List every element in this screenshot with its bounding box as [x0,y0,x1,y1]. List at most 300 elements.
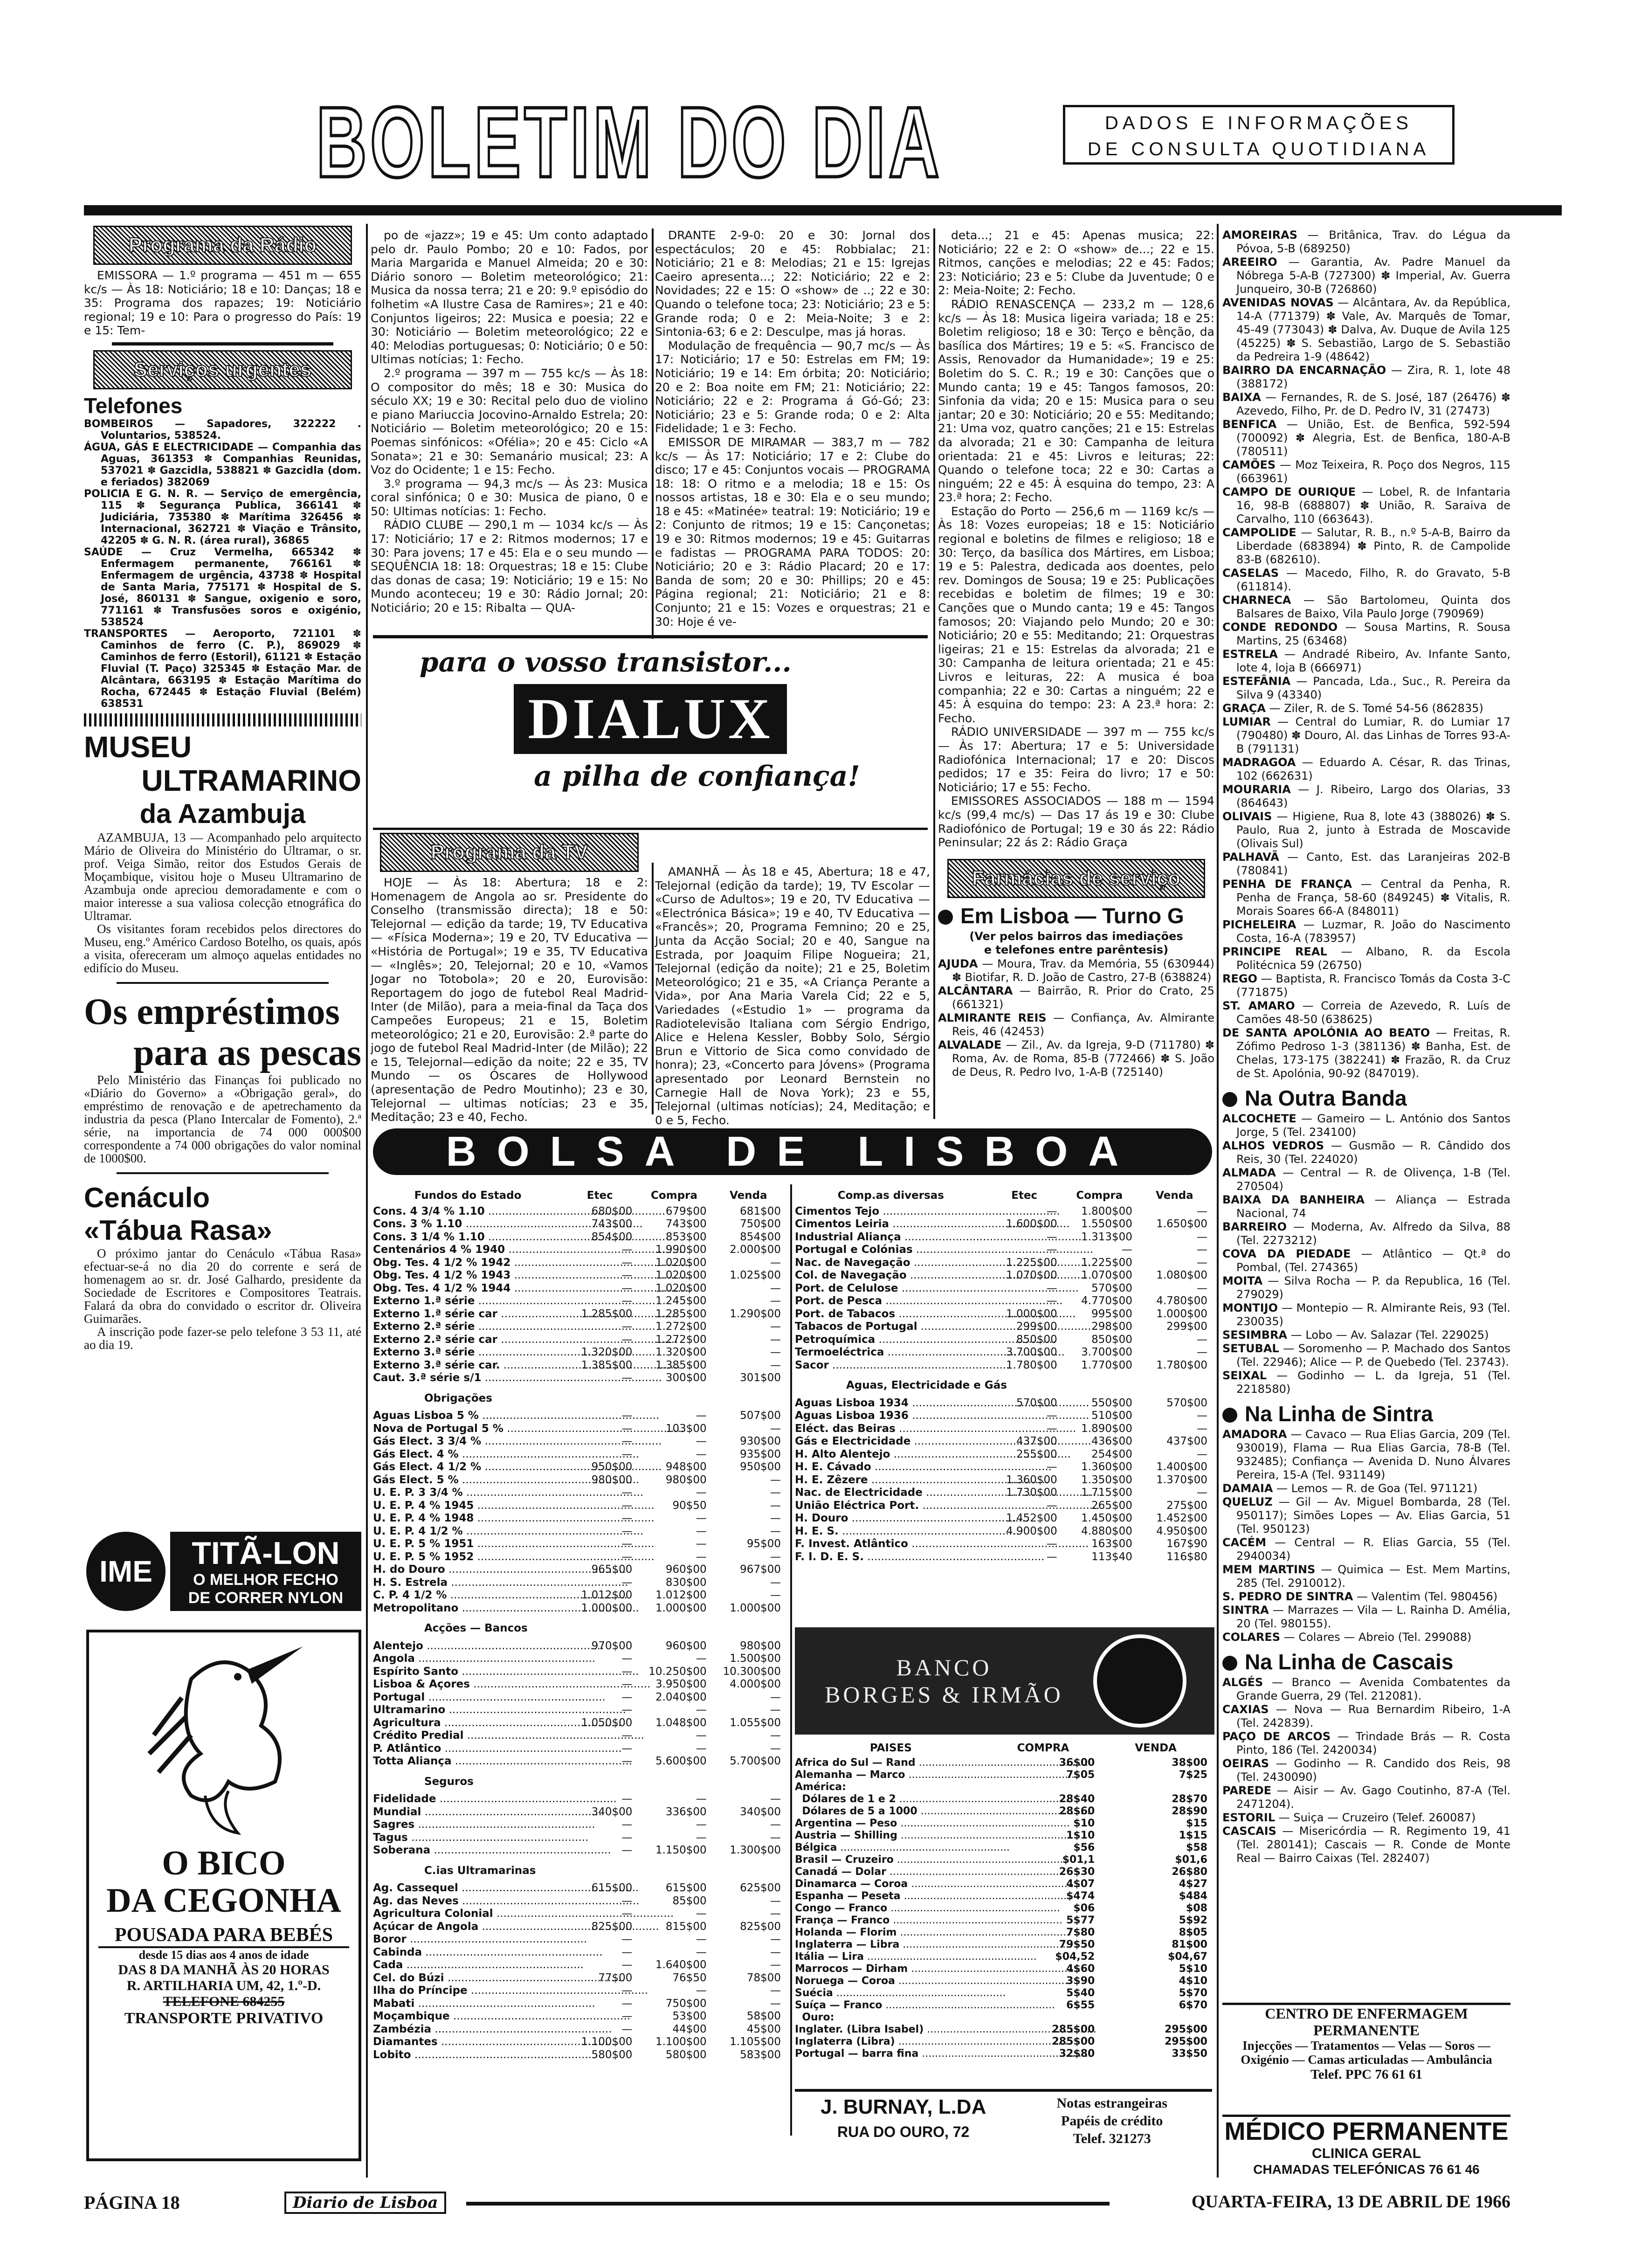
table-row [795,1842,1212,1854]
pharmacy-area: BAIRRO DA ENCARNAÇÃO [1222,364,1386,377]
price-cell: 1.100$00 [655,2036,707,2048]
price-cell: 1.272$00 [655,1321,707,1333]
price-cell: — [621,1704,633,1716]
section-title: Fundos do Estado [414,1189,522,1202]
security-name: Tagus ..... [373,1832,563,1845]
pharmacy-entry [1222,1590,1510,1604]
price-cell: — [621,1256,633,1269]
security-name: Port. de Tabacos ..... [795,1308,987,1321]
table-row [795,2036,1212,2048]
security-name: U. E. P. 3 3/4 % ..... [373,1487,563,1500]
price-cell: — [696,1448,707,1460]
price-cell: — [1046,1282,1057,1294]
pharmacy-area: BAIXA [1222,391,1261,404]
banco-line2: BORGES & IRMÃO [825,1681,1063,1708]
security-name: Cimentos Tejo ..... [795,1205,987,1218]
column-divider [1217,224,1219,2178]
price-cell: — [621,1946,633,1958]
table-row [373,1678,786,1691]
table-row [795,1951,1212,1963]
pharmacy-entry [1222,1112,1510,1139]
price-cell: — [1046,1205,1057,1217]
currency-name: Brasil — Cruzeiro ..... [795,1854,987,1866]
price-cell: — [696,1487,707,1499]
price-cell: 615$00 [665,1882,707,1894]
pharmacy-entry [1222,1369,1510,1396]
table-row [795,1769,1212,1781]
price-cell: — [621,1844,633,1856]
price-cell: 437$00 [1016,1435,1057,1447]
price-cell: 1.290$00 [730,1307,781,1320]
table-row [795,1975,1212,1987]
security-name: Obg. Tes. 4 1/2 % 1943 ..... [373,1269,563,1282]
pharmacy-details: — Moz Teixeira, R. Poço dos Negros, 115 (663961) [1236,458,1510,485]
pharmacy-details: — Gusmão — R. Cândido dos Reis, 30 (Tel. 224020) [1236,1139,1510,1166]
table-row [795,1500,1212,1513]
column-header: COMPRA [1017,1742,1069,1754]
radio-station-schedule: RÁDIO CLUBE — 290,1 m — 1034 kc/s — Às 17: Noticiário; 17 e 2: Ritmos modernos; 17 e 30: Para jovens; 17 e 45: Ela e o seu mundo — SEQUÊNCIA 18: 18: Orquestras; 18 e 15: Clube das donas de casa; 19: Noticiário; 19 e 15: No Mundo aconteceu; 19 e 30: Rádio Jornal; 20: Noticiário; 20 e 15: Ribalta — QUA- [371,518,648,615]
pharmacy-entry [1222,1536,1510,1563]
security-name: Cabinda ..... [373,1946,563,1959]
medico-title: MÉDICO PERMANENTE [1224,2117,1509,2145]
table-row [373,2023,786,2036]
price-cell: 570$00 [1166,1397,1207,1409]
table-row [373,1205,786,1218]
museu-title: MUSEU [84,730,192,764]
price-cell: 580$00 [591,2048,633,2061]
table-row [373,1244,786,1257]
price-cell: 1.000$00 [1156,1307,1207,1320]
security-name: Aguas Lisboa 5 % ..... [373,1410,563,1423]
price-cell: 853$00 [665,1231,707,1243]
lisboa-note: (Ver pelos bairros das imediações e telefones entre parêntesis) [969,929,1183,957]
medico-box [1222,2115,1510,2178]
burnay-line: Papéis de crédito [1061,2113,1163,2129]
table-row [373,2036,786,2049]
currency-name: Africa do Sul — Rand ..... [795,1757,987,1769]
rate-cell: 32$80 [1059,2048,1095,2060]
table-row [373,1512,786,1525]
security-name: H. Alto Alentejo ..... [795,1448,987,1461]
price-cell: 299$00 [1016,1321,1057,1333]
price-cell: 1.020$00 [655,1269,707,1281]
rate-cell: $15 [1186,1818,1207,1829]
security-name: Gás Elect. 3 3/4 % ..... [373,1435,563,1448]
pharmacy-entry [1222,783,1510,810]
rate-cell: 295$00 [1165,2036,1207,2047]
price-cell: 90$50 [672,1499,707,1512]
table-row [373,1461,786,1474]
table-row [795,1830,1212,1842]
price-cell: — [696,1550,707,1563]
rate-cell: 1$15 [1179,1830,1207,1841]
price-cell: — [621,1448,633,1460]
price-cell: 58$00 [746,2010,781,2022]
price-cell: — [621,1372,633,1384]
table-row [795,1423,1212,1436]
security-name: Metropolitano ..... [373,1602,563,1615]
pharmacy-entry [1222,1757,1510,1784]
currency-name: Portugal — barra fina ..... [795,2048,987,2060]
security-name: Lobito ..... [373,2049,563,2062]
pharmacy-area: ALCÂNTARA [938,984,1013,997]
table-row [795,1487,1212,1500]
pharmacy-area: CAXIAS [1222,1703,1269,1716]
table-row [795,1512,1212,1525]
table-row [795,1397,1212,1410]
security-name: Boror ..... [373,1933,563,1946]
emprestimos-text: Pelo Ministério das Finanças foi publicado no «Diário do Governo» a «Obrigação geral», do empréstimo de renovação e de apetrechamento da industria da pesca (Plano Intercalar de Fomento), 2.ª série, na importancia de 74 000 000$00 correspondente a 74 000 obrigações do valor nominal de 1000$00. [84,1072,361,1165]
pharmacy-entry [1222,1784,1510,1811]
rate-cell: 81$00 [1172,1939,1207,1950]
currency-name: Inglater. (Libra Isabel) ..... [795,2024,987,2036]
price-cell: — [770,1946,781,1958]
price-cell: 967$00 [740,1563,781,1576]
bico-line: desde 15 dias aos 4 anos de idade [138,1948,309,1962]
pharmacy-details: — Gil — Av. Miguel Bombarda, 28 (Tel. 950117); Simões Lopes — Av. Elias Garcia, 51 (Tel. 950123) [1236,1495,1510,1535]
pharmacy-area: GRAÇA [1222,702,1266,715]
security-name: Eléct. das Beiras ..... [795,1423,987,1436]
pharmacy-details: — Aisir — Av. Gago Coutinho, 87-A (Tel. 2471204). [1236,1784,1510,1811]
pharmacy-entry [1222,567,1510,594]
table-row [795,1244,1212,1257]
pharmacy-entry [1222,1139,1510,1166]
pharmacy-entry [1222,1247,1510,1274]
rate-cell [1099,2012,1212,2024]
pharmacy-area: BARREIRO [1222,1220,1287,1233]
price-cell: 854$00 [591,1231,633,1243]
table-row [373,1538,786,1551]
security-name: Tabacos de Portugal ..... [795,1321,987,1334]
rate-cell: $484 [1179,1890,1207,1902]
burnay-address: RUA DO OURO, 72 [837,2123,970,2140]
header-subtitle-line1: DADOS E INFORMAÇÕES [1105,113,1413,133]
bico-title-2: DA CEGONHA [106,1881,341,1920]
security-name: U. E. P. 5 % 1951 ..... [373,1538,563,1551]
bullet-icon [1222,1092,1237,1107]
security-name: Obg. Tes. 4 1/2 % 1942 ..... [373,1257,563,1270]
security-name: Gás e Electricidade ..... [795,1435,987,1448]
price-cell: — [770,1346,781,1358]
price-cell: 2.000$00 [730,1244,781,1256]
price-cell: 1.452$00 [1156,1512,1207,1524]
pharmacy-details: — Central — R. Elias Garcia, 55 (Tel. 2940034) [1236,1536,1510,1563]
table-row [795,1902,1212,1915]
security-name: Totta Aliança ..... [373,1755,563,1768]
radio-station-schedule: 3.º programa — 94,3 mc/s — Às 23: Musica coral sinfónica; 0 e 30: Musica de piano, 0 e 50: Ultimas notícias: 1: Fecho. [371,477,648,518]
pharmacy-area: SESIMBRA [1222,1328,1288,1341]
currency-name: Noruega — Coroa ..... [795,1975,987,1987]
pharmacy-details: — Godinho — R. Candido dos Reis, 98 (Tel. 2430090) [1236,1757,1510,1784]
price-cell: — [621,1819,633,1831]
issue-date: QUARTA-FEIRA, 13 DE ABRIL DE 1966 [1191,2192,1510,2212]
price-cell: 743$00 [591,1218,633,1230]
price-cell: 85$00 [672,1895,707,1907]
enfermagem-box [1222,2003,1510,2082]
table-row [373,1998,786,2011]
table-row [795,1805,1212,1818]
table-row [795,1963,1212,1975]
pharmacy-details: — Gameiro — L. António dos Santos Jorge, 5 (Tel. 234100) [1236,1112,1510,1139]
pharmacy-details: — Lemos — R. de Goa (Tel. 971121) [1276,1482,1478,1495]
table-row [795,1890,1212,1902]
dialux-tagline-top: para o vosso transistor... [420,646,792,678]
rate-cell: 285$00 [1052,2024,1095,2035]
radio-station-schedule: deta...; 21 e 45: Apenas musica; 22: Noticiário; 22 e 2: O «show» de...; 22 e 15. Ritmos, canções e melodias; 22 e 45: Fados; 23: Noticiário; 23 e 5: Clube da Juventude; 0 e 2: Meia-Noite; 2: Fecho. [938,228,1214,297]
price-cell: 825$00 [740,1920,781,1933]
rate-cell: 4$07 [1066,1878,1095,1890]
pharmacy-area: CONDE REDONDO [1222,621,1338,634]
table-row [373,1640,786,1653]
bico-transport: TRANSPORTE PRIVATIVO [124,2010,324,2027]
table-row [795,2024,1212,2036]
price-cell: — [621,1550,633,1563]
security-name: C. P. 4 1/2 % ..... [373,1589,563,1602]
table-row [373,1321,786,1334]
table-row [795,1257,1212,1270]
table-row [373,1984,786,1998]
pharmacy-details: — Lobel, R. de Infantaria 16, 98-B (688807) ✽ União, R. Saraiva de Carvalho, 110 (663643). [1236,485,1510,526]
table-row [795,1525,1212,1538]
pharmacy-entry [1222,999,1510,1026]
price-cell: — [770,1729,781,1742]
section-title: Obrigações [424,1392,492,1404]
rate-cell: 38$00 [1172,1757,1207,1769]
column-header: Etec [1011,1189,1038,1202]
pharmacy-entry [938,1011,1214,1038]
pharmacy-area: BENFICA [1222,418,1277,431]
price-cell: — [770,1295,781,1307]
dialux-tagline-bottom: a pilha de confiança! [534,760,860,793]
table-row [373,1525,786,1538]
column-header: Venda [1156,1189,1193,1202]
price-cell: — [1196,1205,1207,1217]
price-cell: — [770,1473,781,1486]
table-row [373,1959,786,1972]
security-name: Angola ..... [373,1653,563,1666]
rate-cell: 26$30 [1059,1866,1095,1878]
price-cell: — [696,1729,707,1742]
price-cell: — [1196,1244,1207,1256]
price-cell: — [621,1295,633,1307]
price-cell: 1.225$00 [1081,1256,1132,1269]
column-divider [933,228,935,1119]
pharmacy-details: — Branco — Avenida Combatentes da Grande Guerra, 29 (Tel. 212081). [1236,1676,1511,1702]
price-cell: — [696,1933,707,1945]
security-name: F. I. D. E. S. ..... [795,1551,987,1564]
price-cell: 510$00 [1091,1410,1132,1422]
currency-name: Alemanha — Marco ..... [795,1769,987,1781]
pharmacy-entry [1222,418,1510,458]
pharmacy-area: CAMPO DE OURIQUE [1222,485,1356,498]
security-name: Cons. 3 % 1.10 ..... [373,1218,563,1231]
price-cell: 743$00 [665,1218,707,1230]
pharmacy-details: — Central do Lumiar, R. do Lumiar 17 (790480) ✽ Douro, Al. das Linhas de Torres 93-A-B (791131) [1236,715,1510,755]
price-cell: 1.000$00 [581,1602,633,1614]
price-cell: 1.990$00 [655,1244,707,1256]
museu-title-3: da Azambuja [139,798,306,829]
security-name: Espírito Santo ..... [373,1666,563,1679]
price-cell: 116$80 [1166,1550,1207,1563]
cambios-table [795,1739,1212,2060]
price-cell: — [621,1422,633,1435]
museu-paragraph: Os visitantes foram recebidos pelos directores do Museu, eng.º Américo Cardoso Botelho, os quais, após a visita, ofereceram um almoço aquelas entidades no edifício do Museu. [84,921,361,975]
rate-cell: 1$10 [1066,1830,1095,1841]
telefone-entry: ÁGUA, GÁS E ELECTRICIDADE — Companhia das Aguas, 361353 ✽ Companhias Reunidas, 537021 ✽ Gazcidla, 538821 ✽ Gazcidla (dom. e feriados) 382069 [84,441,361,488]
outra-heading [1222,1084,1510,1112]
table-row [795,1231,1212,1244]
rate-cell: 28$90 [1172,1805,1207,1817]
radio-heading: Programa da Rádio [93,226,352,265]
price-cell: — [770,1908,781,1920]
currency-name: Argentina — Peso ..... [795,1818,987,1830]
dialux-brand: DIALUX [514,684,786,754]
price-cell: 679$00 [665,1205,707,1217]
rate-cell: 5$92 [1179,1915,1207,1926]
price-cell: 1.452$00 [1006,1512,1057,1524]
pharmacy-entry [1222,1811,1510,1825]
pharmacy-entry [1222,1703,1510,1730]
table-row [795,1295,1212,1308]
table-row [373,1346,786,1359]
pharmacy-details: — Britânica, Trav. do Légua da Póvoa, 5-B (689250) [1236,228,1510,255]
table-row [373,1602,786,1615]
museu-paragraph: AZAMBUJA, 13 — Acompanhado pelo arquitecto Mário de Oliveira do Ministério do Ultramar, o sr. prof. Veiga Simão, reitor dos Estudos Gerais de Moçambique, visitou hoje o Museu Ultramarino de Azambuja onde apreciou demoradamente e com o maior interesse a sua valiosa colecção etnográfica do Ultramar. [84,830,361,923]
price-cell: 960$00 [665,1639,707,1652]
rate-cell: 7$05 [1066,1769,1095,1781]
price-cell: — [696,1512,707,1524]
table-row [373,1691,786,1704]
table-row [795,1939,1212,1951]
price-cell: — [621,1269,633,1281]
rate-cell: $04,52 [1055,1951,1095,1963]
table-row [373,1372,786,1385]
pharmacy-area: COVA DA PIEDADE [1222,1247,1351,1260]
pharmacy-entry [1222,675,1510,702]
column-header: Venda [730,1189,767,1202]
radio-station-schedule: Modulação de frequência — 90,7 mc/s — Às 17: Noticiário; 17 e 50: Estrelas em FM; 19: Noticiário; 19 e 14: Em órbita; 20: Noticiário; 20 e 2: Boa noite em FM; 21: Noticiário; 22: Noticiário; 22 e 2: Programa á Gó-Gó; 23: Noticiário; 23 e 5: Grande roda; 0 e 2: Alta Fidelidade; 1 e 3: Fecho. [655,339,930,436]
burnay-line: Notas estrangeiras [1056,2095,1167,2111]
price-cell: — [621,1512,633,1524]
pharmacy-entry [1222,526,1510,567]
pharmacy-area: SETUBAL [1222,1342,1279,1355]
pharmacy-details: — Colares — Abreio (Tel. 299088) [1283,1631,1472,1644]
pharmacy-details: — São Bartolomeu, Quinta dos Balsares de Baixo, Vila Paulo Jorge (790969) [1236,594,1510,620]
pharmacy-details: — Baptista, R. Francisco Tomás da Costa 3-C (771875) [1236,972,1510,999]
price-cell: — [1196,1422,1207,1435]
security-name: Externo 2.ª série ..... [373,1321,563,1334]
pharmacy-entry [1222,702,1510,715]
price-cell: 750$00 [665,1997,707,2010]
pharmacy-area: ALVALADE [938,1038,1002,1051]
price-cell: — [770,1333,781,1346]
table-row [373,1500,786,1513]
table-row [373,1832,786,1845]
table-row [373,1410,786,1423]
rate-cell: $474 [1066,1890,1095,1902]
pharmacy-entry [1222,1825,1510,1865]
currency-name: Bélgica ..... [795,1842,987,1854]
table-row [373,1257,786,1270]
security-name: Diamantes ..... [373,2036,563,2049]
rate-cell: 4$60 [1066,1963,1095,1975]
price-cell: — [696,1831,707,1844]
pharmacy-area: MOITA [1222,1274,1263,1287]
pharmacy-entry [1222,1482,1510,1495]
rate-cell: 33$50 [1172,2048,1207,2060]
price-cell: 5.600$00 [655,1755,707,1767]
pharmacy-details: — Macedo, Filho, R. do Gravato, 5-B (611814). [1236,567,1510,593]
rate-cell: 5$10 [1179,1963,1207,1975]
bolsa-heading: BOLSA DE LISBOA [373,1128,1212,1175]
rate-cell: 7$25 [1179,1769,1207,1781]
table-row [795,1854,1212,1866]
table-row [373,1921,786,1934]
table-row [373,1946,786,1959]
price-cell: — [770,1576,781,1589]
lisboa-heading [938,902,1214,930]
price-cell: 4.000$00 [730,1678,781,1690]
pharmacy-entry [1222,1676,1510,1703]
security-name: H. Douro ..... [795,1512,987,1525]
table-row [795,1757,1212,1769]
table-row [373,1269,786,1282]
security-name: Sacor ..... [795,1359,987,1372]
price-cell: 299$00 [1166,1321,1207,1333]
pharmacy-area: OEIRAS [1222,1757,1269,1770]
price-cell: 1.780$00 [1156,1359,1207,1371]
radio-station-schedule: 2.º programa — 397 m — 755 kc/s — Às 18: O compositor do mês; 18 e 30: Musica do século XX; 19 e 30: Recital pelo duo de violino e piano Mariuccia Jocovino-Arnaldo Estrela; 20: Noticiário — Boletim meteorológico; 20 e 15: Poemas sinfónicos: «Ofélia»; 20 e 45: Ciclo «A Sonata»; 21 e 30: Semanário musical; 23: A Voz do Ocidente; 1 e 15: Fecho. [371,366,648,477]
table-row [795,1461,1212,1474]
price-cell: — [1196,1282,1207,1294]
emprestimos-title: Os empréstimos [84,991,340,1032]
security-name: Nova de Portugal 5 % ..... [373,1423,563,1436]
currency-name: Suíça — Franco ..... [795,1999,987,2012]
pharmacy-details: — Aliança — Estrada Nacional, 74 [1236,1193,1511,1220]
pharmacy-area: ESTEFÂNIA [1222,675,1291,688]
price-cell: — [696,1410,707,1422]
lisboa-heading-text: Em Lisboa — Turno G [960,903,1184,928]
security-name: Externo 2.ª série car ..... [373,1334,563,1347]
price-cell: 4.950$00 [1156,1525,1207,1537]
bico-title: O BICO [162,1844,286,1882]
price-cell: 580$00 [665,2048,707,2061]
rate-cell: 285$00 [1052,2036,1095,2047]
price-cell: 980$00 [740,1639,781,1652]
price-cell: — [770,1499,781,1512]
price-cell: — [621,1282,633,1294]
price-cell: — [621,1487,633,1499]
security-name: Gás Elect. 5 % ..... [373,1474,563,1487]
price-cell: 1.770$00 [1081,1359,1132,1371]
pharmacy-area: ALCOCHETE [1222,1112,1296,1125]
table-row [795,1538,1212,1551]
pharmacy-area: BAIXA DA BANHEIRA [1222,1193,1365,1206]
price-cell: 1.050$00 [581,1716,633,1729]
pharmacy-area: DE SANTA APOLÓNIA AO BEATO [1222,1026,1430,1039]
cenaculo-title-2: «Tábua Rasa» [84,1214,272,1246]
price-cell: 1.320$00 [655,1346,707,1358]
pharmacy-area: AMOREIRAS [1222,228,1298,242]
pharmacy-details: — Alcântara, Av. da República, 14-A (771379) ✽ Vale, Av. Marquês de Tomar, 45-49 (773043) ✽ Dalva, Av. Duque de Avila 125 (45225) ✽ S. Sebastião, Largo de S. Sebastião da Pedreira 1-9 (48642) [1236,296,1510,363]
security-name: Caut. 3.ª série s/1 ..... [373,1372,563,1385]
price-cell: 1.000$00 [1006,1307,1057,1320]
rate-cell [987,2012,1100,2024]
price-cell: 1.025$00 [730,1269,781,1281]
titalon-line2: DE CORRER NYLON [188,1589,344,1607]
pharmacy-area: PICHELEIRA [1222,918,1296,931]
pharmacy-area: ALGÉS [1222,1676,1263,1689]
